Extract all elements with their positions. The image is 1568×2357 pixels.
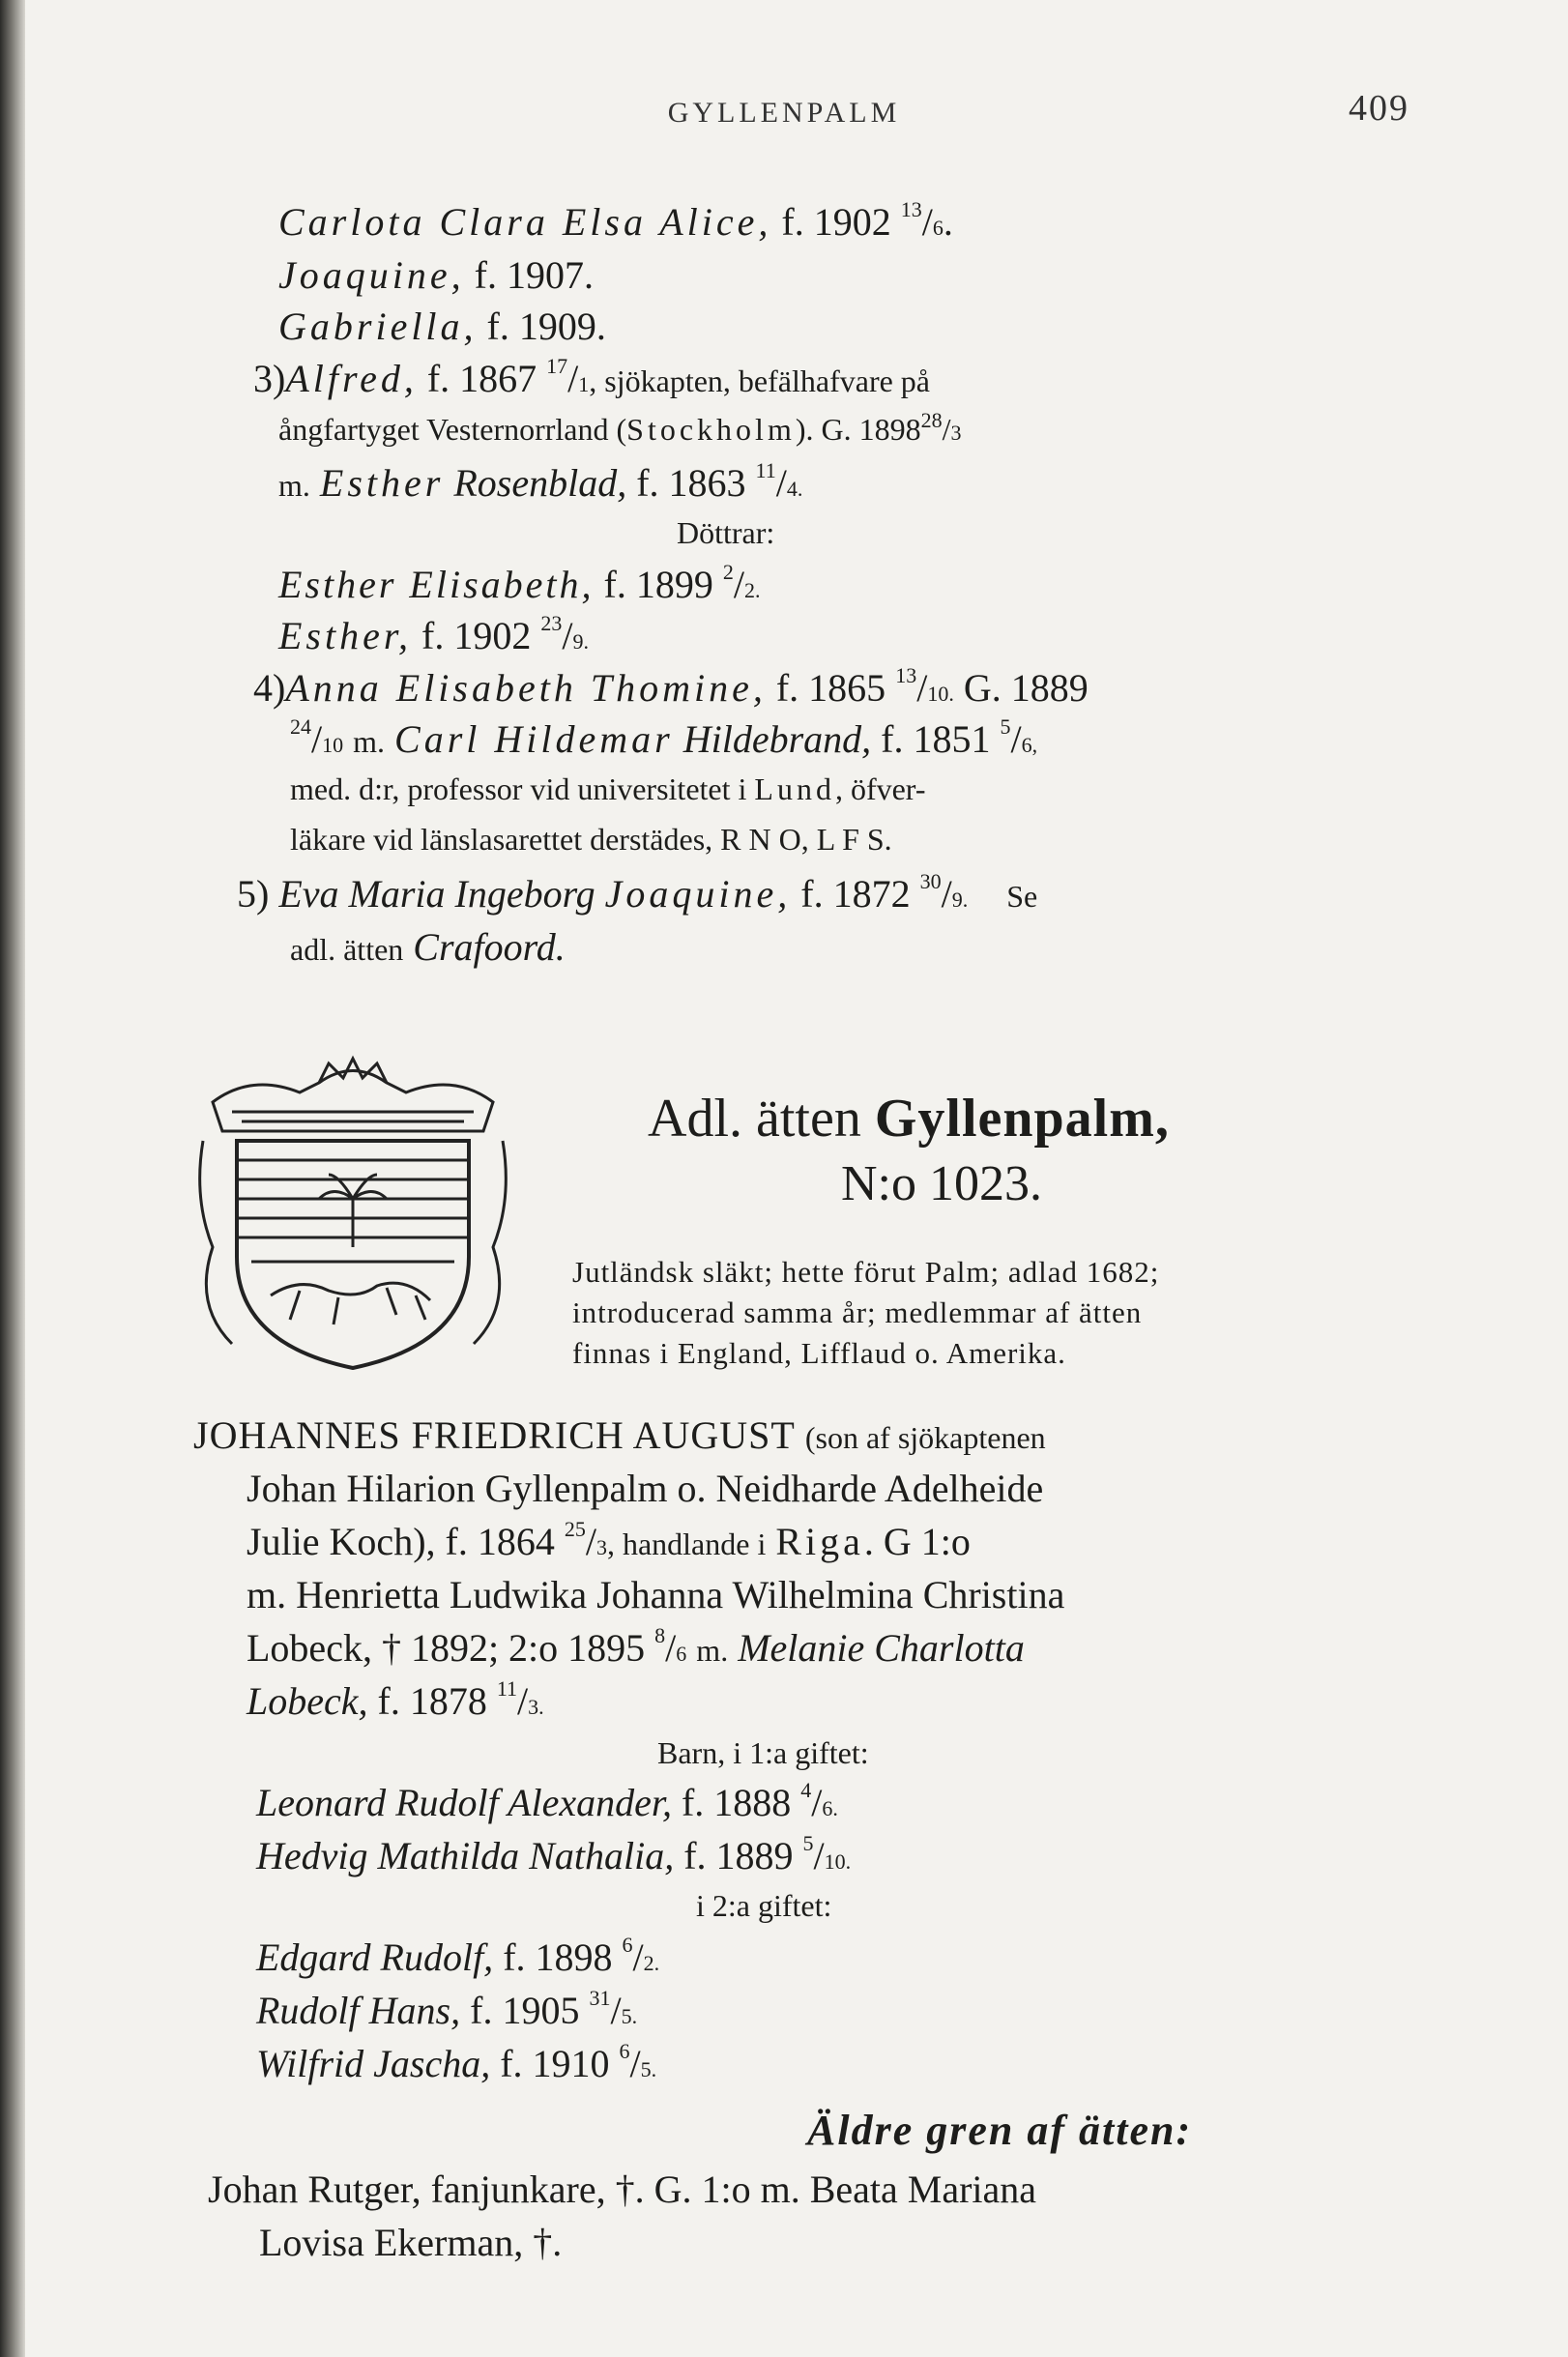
birth-date: f. 1888: [681, 1781, 792, 1824]
date-day: 25: [564, 1517, 586, 1541]
entry-line: Johan Hilarion Gyllenpalm o. Neidharde Adelheide: [247, 1467, 1044, 1510]
date-month: 10: [322, 733, 344, 757]
birth-date: f. 1872: [800, 872, 911, 916]
birth-date: f. 1902: [421, 614, 532, 657]
entry-line: Esther Elisabeth, f. 1899 $^2$/2.: [278, 560, 761, 606]
family-description: introducerad samma år; medlemmar af ätten: [572, 1295, 1143, 1329]
date-month: 6: [932, 216, 944, 240]
place-name: Riga: [775, 1520, 864, 1563]
date-day: 11: [496, 1676, 518, 1701]
entry-line: 3)Alfred, f. 1867 $^{17}$/1, sjökapten, befälhafvare på: [253, 354, 930, 400]
date-day: 11: [755, 458, 776, 482]
birth-date: f. 1863: [636, 461, 746, 505]
entry-line: [278, 253, 594, 297]
date-day: 30: [919, 869, 942, 893]
person-name: Esther,: [278, 614, 412, 657]
date-day: 17: [546, 354, 568, 378]
family-description: Jutländsk släkt; hette förut Palm; adlad 1682;: [572, 1255, 1160, 1289]
entry-line: Johan Rutger, fanjunkare, †. G. 1:o m. Beata Mariana: [208, 2168, 1037, 2211]
text-span: m.: [353, 724, 386, 759]
page-number: 409: [1349, 88, 1409, 129]
date-month: 3.: [528, 1695, 544, 1719]
entry-line: Carlota Clara Elsa Alice, f. 1902 $^{13}$/6.: [278, 197, 953, 244]
entry-line: [290, 925, 566, 969]
text-span: , handlande i: [606, 1527, 767, 1561]
date-month: 6.: [822, 1796, 838, 1820]
entry-line: Julie Koch), f. 1864 $^{25}$/3, handlande i Riga. G 1:o: [247, 1517, 971, 1563]
person-name: Hedvig Mathilda Nathalia,: [256, 1834, 675, 1877]
entry-line: Hedvig Mathilda Nathalia, f. 1889 $^5$/10.: [256, 1831, 852, 1877]
date-day: 31: [589, 1986, 611, 2010]
entry-line: m. Henrietta Ludwika Johanna Wilhelmina Christina: [247, 1573, 1065, 1616]
person-name: JOHANNES FRIEDRICH AUGUST: [193, 1413, 796, 1457]
entry-line: Leonard Rudolf Alexander, f. 1888 $^4$/6.: [256, 1778, 838, 1824]
birth-date: f. 1899: [603, 563, 713, 606]
person-name: Wilfrid Jascha,: [256, 2042, 491, 2085]
person-name: Carl Hildemar: [394, 717, 674, 761]
coat-of-arms-icon: [193, 1054, 512, 1373]
page-edge: [0, 0, 25, 2357]
person-name: Gabriella,: [278, 305, 478, 348]
family-number: N:o 1023.: [841, 1156, 1042, 1211]
person-name: Anna Elisabeth Thomine,: [285, 666, 767, 710]
birth-date: f. 1867: [426, 357, 537, 400]
date-month: 10.: [824, 1849, 852, 1874]
text-span: Julie Koch), f. 1864: [247, 1520, 555, 1563]
section-label: i 2:a giftet:: [696, 1888, 832, 1923]
date-month: 2.: [643, 1951, 660, 1975]
date-month: 5.: [621, 2004, 638, 2028]
date-month: 4.: [786, 477, 803, 501]
date-month: 9.: [951, 888, 969, 912]
entry-line: Esther, f. 1902 $^{23}$/9.: [278, 611, 589, 657]
place-name: Lund: [754, 771, 835, 806]
date-day: 23: [540, 611, 563, 635]
entry-line: [193, 1413, 1046, 1457]
text-span: adl. ätten: [290, 932, 404, 967]
family-reference: Crafoord.: [413, 925, 566, 969]
text-span: . G 1:o: [863, 1520, 971, 1563]
entry-line: Lovisa Ekerman, †.: [259, 2221, 563, 2264]
person-name: Leonard Rudolf Alexander,: [256, 1781, 672, 1824]
person-name: Melanie Charlotta: [738, 1626, 1025, 1670]
text-span: ångfartyget Vesternorrland (: [278, 412, 627, 447]
older-branch-heading: Äldre gren af ätten:: [807, 2107, 1193, 2154]
date-month: 1: [578, 372, 590, 396]
entry-number: 3): [253, 357, 286, 400]
entry-line: 4)Anna Elisabeth Thomine, f. 1865 $^{13}$/10. G. 1889: [253, 663, 1089, 710]
entry-number: 5): [237, 872, 270, 916]
running-header: GYLLENPALM: [667, 97, 901, 129]
person-surname: Lobeck,: [247, 1679, 368, 1723]
family-description: finnas i England, Lifflaud o. Amerika.: [572, 1336, 1066, 1370]
entry-line: m. Esther Rosenblad, f. 1863 $^{11}$/4.: [278, 458, 803, 505]
entry-line: 5) Eva Maria Ingeborg Joaquine, f. 1872 $^{30}$/9. Se: [237, 869, 1038, 916]
text-span: , öfver-: [834, 771, 926, 806]
person-surname: Rosenblad,: [453, 461, 627, 505]
text-span: m.: [696, 1633, 729, 1668]
date-day: 8: [654, 1623, 666, 1647]
date-day: 5: [802, 1831, 814, 1855]
person-name: Joaquine,: [278, 253, 465, 297]
date-day: 24: [290, 714, 311, 739]
text-span: Lobeck, † 1892; 2:o 1895: [247, 1626, 646, 1670]
family-name: Gyllenpalm,: [874, 1089, 1170, 1149]
date-month: 6: [676, 1642, 687, 1666]
date-day: 6: [622, 1933, 633, 1957]
date-day: 13: [900, 197, 922, 221]
family-heading: [648, 1088, 1170, 1149]
date-day: 5: [1000, 714, 1011, 739]
birth-date: f. 1907.: [474, 253, 594, 297]
date-day: 2: [722, 560, 734, 584]
heading-prefix: Adl. ätten: [648, 1089, 861, 1149]
person-surname: Hildebrand,: [682, 717, 872, 761]
date-month: 2.: [743, 578, 761, 602]
entry-line: Edgard Rudolf, f. 1898 $^6$/2.: [256, 1933, 660, 1979]
marriage-date: G. 1889: [963, 666, 1089, 710]
entry-line: Lobeck, † 1892; 2:o 1895 $^8$/6 m. Melanie Charlotta: [247, 1623, 1025, 1670]
person-name: Rudolf Hans,: [256, 1989, 461, 2032]
birth-date: f. 1898: [503, 1935, 613, 1979]
date-month: 10.: [927, 682, 954, 706]
text-span: med. d:r, professor vid universitetet i: [290, 771, 747, 806]
birth-date: f. 1905: [470, 1989, 580, 2032]
date-month: 5.: [640, 2057, 657, 2081]
entry-line: läkare vid länslasarettet derstädes, R N O, L F S.: [290, 822, 892, 857]
entry-line: $^{24}$/10 m. Carl Hildemar Hildebrand, f. 1851 $^5$/6,: [290, 714, 1038, 761]
date-month: 3: [595, 1535, 607, 1559]
text-span: (son af sjökaptenen: [804, 1420, 1046, 1455]
birth-date: f. 1889: [683, 1834, 794, 1877]
entry-line: Wilfrid Jascha, f. 1910 $^6$/5.: [256, 2039, 657, 2085]
person-name: Alfred,: [285, 357, 418, 400]
date-day: 6: [619, 2039, 630, 2063]
birth-date: f. 1851: [881, 717, 991, 761]
person-name: Carlota Clara Elsa Alice,: [278, 200, 772, 244]
text-span: Se: [1006, 879, 1038, 914]
person-name: Joaquine,: [604, 872, 792, 916]
person-name: Esther Elisabeth,: [278, 563, 595, 606]
birth-date: f. 1865: [775, 666, 886, 710]
text-span: m.: [278, 468, 310, 503]
date-day: 13: [895, 663, 917, 687]
entry-line: Lobeck, f. 1878 $^{11}$/3.: [247, 1676, 544, 1723]
text-span: ). G. 1898: [795, 412, 921, 447]
birth-date: f. 1910: [500, 2042, 610, 2085]
entry-line: [290, 773, 925, 804]
place-name: Stockholm: [626, 412, 796, 447]
person-name: Edgard Rudolf,: [256, 1935, 494, 1979]
date-day: 4: [800, 1778, 812, 1802]
birth-date: f. 1902: [781, 200, 891, 244]
entry-number: 4): [253, 666, 286, 710]
birth-date: f. 1878: [377, 1679, 487, 1723]
person-name: Esther: [319, 461, 445, 505]
date-month: 6,: [1021, 733, 1038, 757]
date-month: 9.: [572, 629, 589, 654]
date-day: 28: [920, 408, 943, 432]
entry-line: Rudolf Hans, f. 1905 $^{31}$/5.: [256, 1986, 638, 2032]
person-name: Eva Maria Ingeborg: [278, 872, 595, 916]
section-label: Barn, i 1:a giftet:: [657, 1735, 869, 1770]
occupation-text: , sjökapten, befälhafvare på: [589, 364, 930, 398]
section-label: Döttrar:: [677, 515, 775, 550]
birth-date: f. 1909.: [486, 305, 606, 348]
date-month: 3: [950, 421, 962, 445]
entry-line: ångfartyget Vesternorrland (Stockholm). G. 1898$^{28}$/3: [278, 408, 962, 447]
entry-line: [278, 307, 606, 346]
